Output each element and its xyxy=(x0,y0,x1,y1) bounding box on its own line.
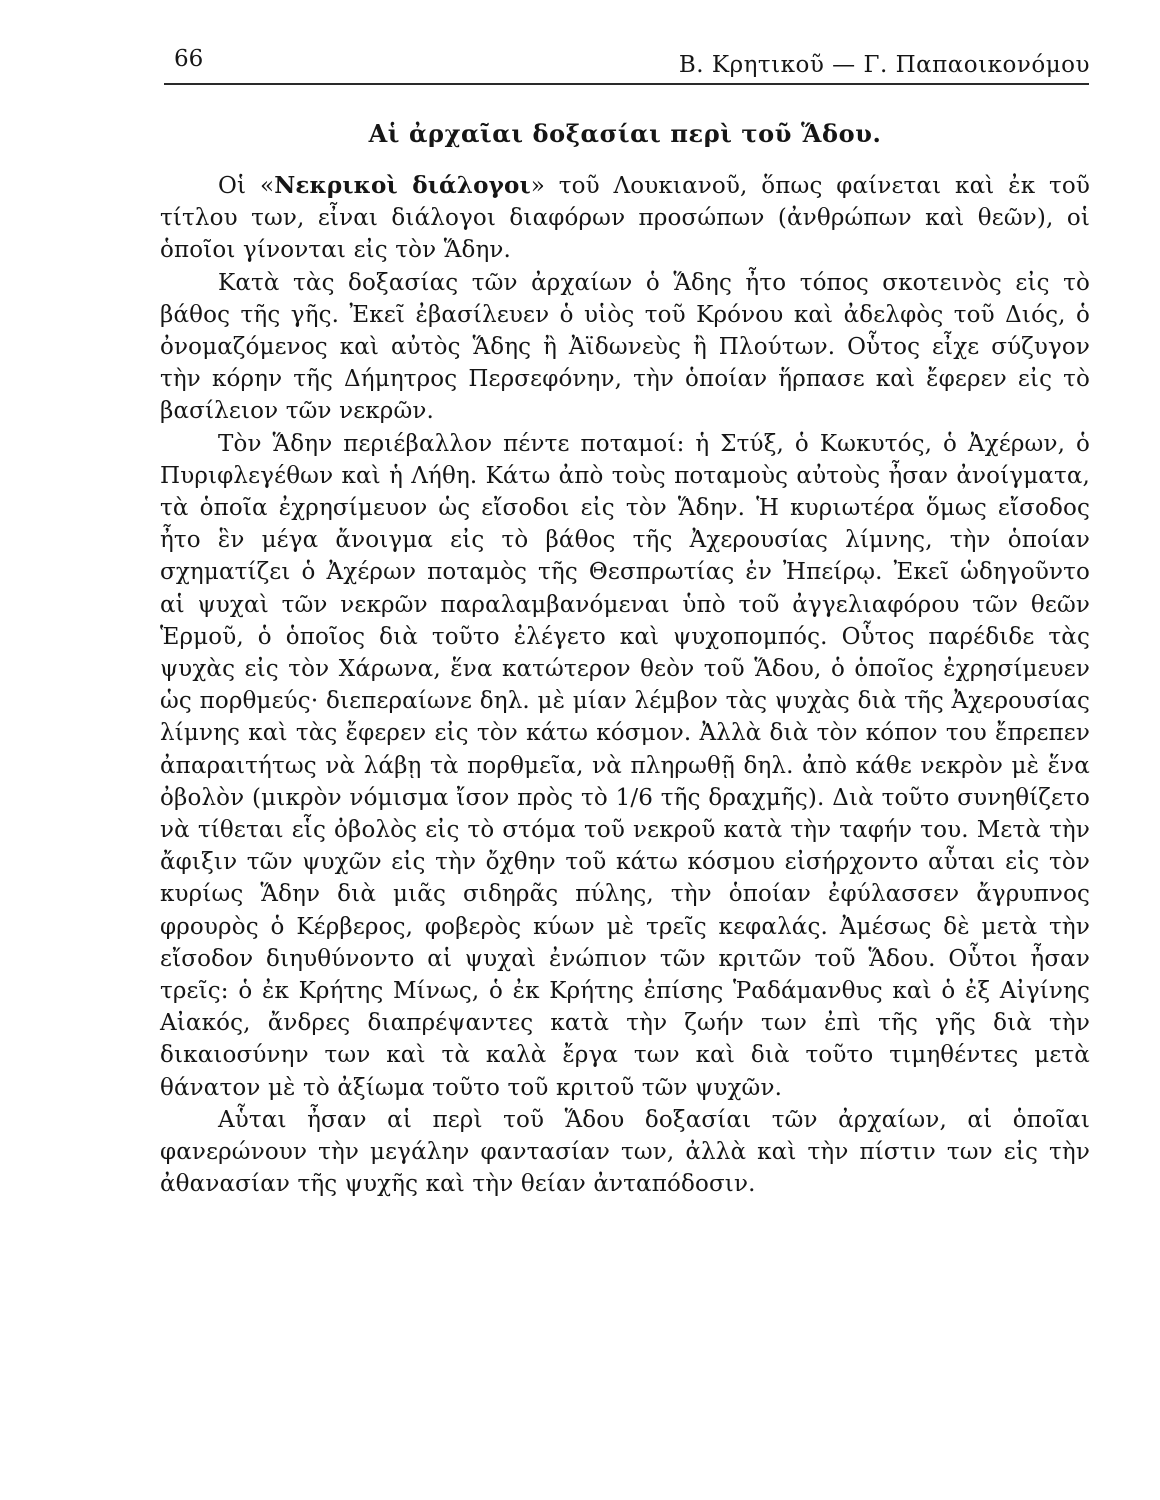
paragraph-1-lead: Οἱ « xyxy=(218,173,275,199)
header-rule xyxy=(164,83,1089,85)
paragraph-1-text: » τοῦ Λουκιανοῦ, ὅπως φαίνεται καὶ ἐκ τοῦ τίτλου των, εἶναι διάλογοι διαφόρων προσώπων (ἀνθρώπων καὶ θεῶν), οἱ ὁποῖοι γίνονται εἰς τὸν Ἅδην. xyxy=(160,173,1091,264)
work-title-term: Νεκρικοὶ διάλογοι xyxy=(274,172,531,199)
running-head xyxy=(160,40,1090,80)
running-head-authors: Β. Κρητικοῦ — Γ. Παπαοικονόμου xyxy=(678,52,1090,78)
paragraph-4: Αὗται ἦσαν αἱ περὶ τοῦ Ἅδου δοξασίαι τῶν ἀρχαίων, αἱ ὁποῖαι φανερώνουν τὴν μεγάλην φαντασίαν των, ἀλλὰ καὶ τὴν πίστιν των εἰς τὴν ἀθανασίαν τῆς ψυχῆς καὶ τὴν θείαν ἀνταπόδοσιν. xyxy=(160,1106,1090,1198)
book-page xyxy=(160,40,1090,1201)
chapter-title: Αἱ ἀρχαῖαι δοξασίαι περὶ τοῦ Ἅδου. xyxy=(368,119,882,148)
body-text xyxy=(160,170,1090,1201)
paragraph-3: Τὸν Ἅδην περιέβαλλον πέντε ποταμοί: ἡ Στύξ, ὁ Κωκυτός, ὁ Ἀχέρων, ὁ Πυριφλεγέθων καὶ ἡ Λήθη. Κάτω ἀπὸ τοὺς ποταμοὺς αὐτοὺς ἦσαν ἀνοίγματα, τὰ ὁποῖα ἐχρησίμευον ὡς εἴσοδοι εἰς τὸν Ἅδην. Ἡ κυριωτέρα ὅμως εἴσοδος ἦτο ἓν μέγα ἄνοιγμα εἰς τὸ βάθος τῆς Ἀχερουσίας λίμνης, τὴν ὁποίαν σχηματίζει ὁ Ἀχέρων ποταμὸς τῆς Θεσπρωτίας ἐν Ἠπείρῳ. Ἐκεῖ ὡδηγοῦντο αἱ ψυχαὶ τῶν νεκρῶν παραλαμβανόμεναι ὑπὸ τοῦ ἀγγελιαφόρου τῶν θεῶν Ἑρμοῦ, ὁ ὁποῖος διὰ τοῦτο ἐλέγετο καὶ ψυχοπομπός. Οὗτος παρέδιδε τὰς ψυχὰς εἰς τὸν Χάρωνα, ἕνα κατώτερον θεὸν τοῦ Ἅδου, ὁ ὁποῖος ἐχρησίμευεν ὡς πορθμεύς· διεπεραίωνε δηλ. μὲ μίαν λέμβον τὰς ψυχὰς διὰ τῆς Ἀχερουσίας λίμνης καὶ τὰς ἔφερεν εἰς τὸν κάτω κόσμον. Ἀλλὰ διὰ τὸν κόπον του ἔπρεπεν ἀπαραιτήτως νὰ λάβῃ τὰ πορθμεῖα, νὰ πληρωθῇ δηλ. ἀπὸ κάθε νεκρὸν μὲ ἕνα ὀβολὸν (μικρὸν νόμισμα ἴσον πρὸς τὸ 1/6 τῆς δραχμῆς). Διὰ τοῦτο συνηθίζετο νὰ τίθεται εἷς ὀβολὸς εἰς τὸ στόμα τοῦ νεκροῦ κατὰ τὴν ταφήν του. Μετὰ τὴν ἄφιξιν τῶν ψυχῶν εἰς τὴν ὄχθην τοῦ κάτω κόσμου εἰσήρχοντο αὗται εἰς τὸν κυρίως Ἅδην διὰ μιᾶς σιδηρᾶς πύλης, τὴν ὁποίαν ἐφύλασσεν ἄγρυπνος φρουρὸς ὁ Κέρβερος, φοβερὸς κύων μὲ τρεῖς κεφαλάς. Ἀμέσως δὲ μετὰ τὴν εἴσοδον διηυθύνοντο αἱ ψυχαὶ ἐνώπιον τῶν κριτῶν τοῦ Ἅδου. Οὗτοι ἦσαν τρεῖς: ὁ ἐκ Κρήτης Μίνως, ὁ ἐκ Κρήτης ἐπίσης Ῥαδάμανθυς καὶ ὁ ἐξ Αἰγίνης Αἰακός, ἄνδρες διαπρέψαντες κατὰ τὴν ζωήν των ἐπὶ τῆς γῆς διὰ τὴν δικαιοσύνην των καὶ τὰ καλὰ ἔργα των καὶ διὰ τοῦτο τιμηθέντες μετὰ θάνατον μὲ τὸ ἀξίωμα τοῦτο τοῦ κριτοῦ τῶν ψυχῶν. xyxy=(160,430,1090,1101)
paragraph-2: Κατὰ τὰς δοξασίας τῶν ἀρχαίων ὁ Ἅδης ἦτο τόπος σκοτεινὸς εἰς τὸ βάθος τῆς γῆς. Ἐκεῖ ἐβασίλευεν ὁ υἱὸς τοῦ Κρόνου καὶ ἀδελφὸς τοῦ Διός, ὁ ὀνομαζόμενος καὶ αὐτὸς Ἅδης ἢ Ἀϊδωνεὺς ἢ Πλούτων. Οὗτος εἶχε σύζυγον τὴν κόρην τῆς Δήμητρος Περσεφόνην, τὴν ὁποίαν ἥρπασε καὶ ἔφερεν εἰς τὸ βασίλειον τῶν νεκρῶν. xyxy=(160,269,1090,425)
paragraph-1 xyxy=(160,170,1090,267)
page-number: 66 xyxy=(174,46,204,72)
